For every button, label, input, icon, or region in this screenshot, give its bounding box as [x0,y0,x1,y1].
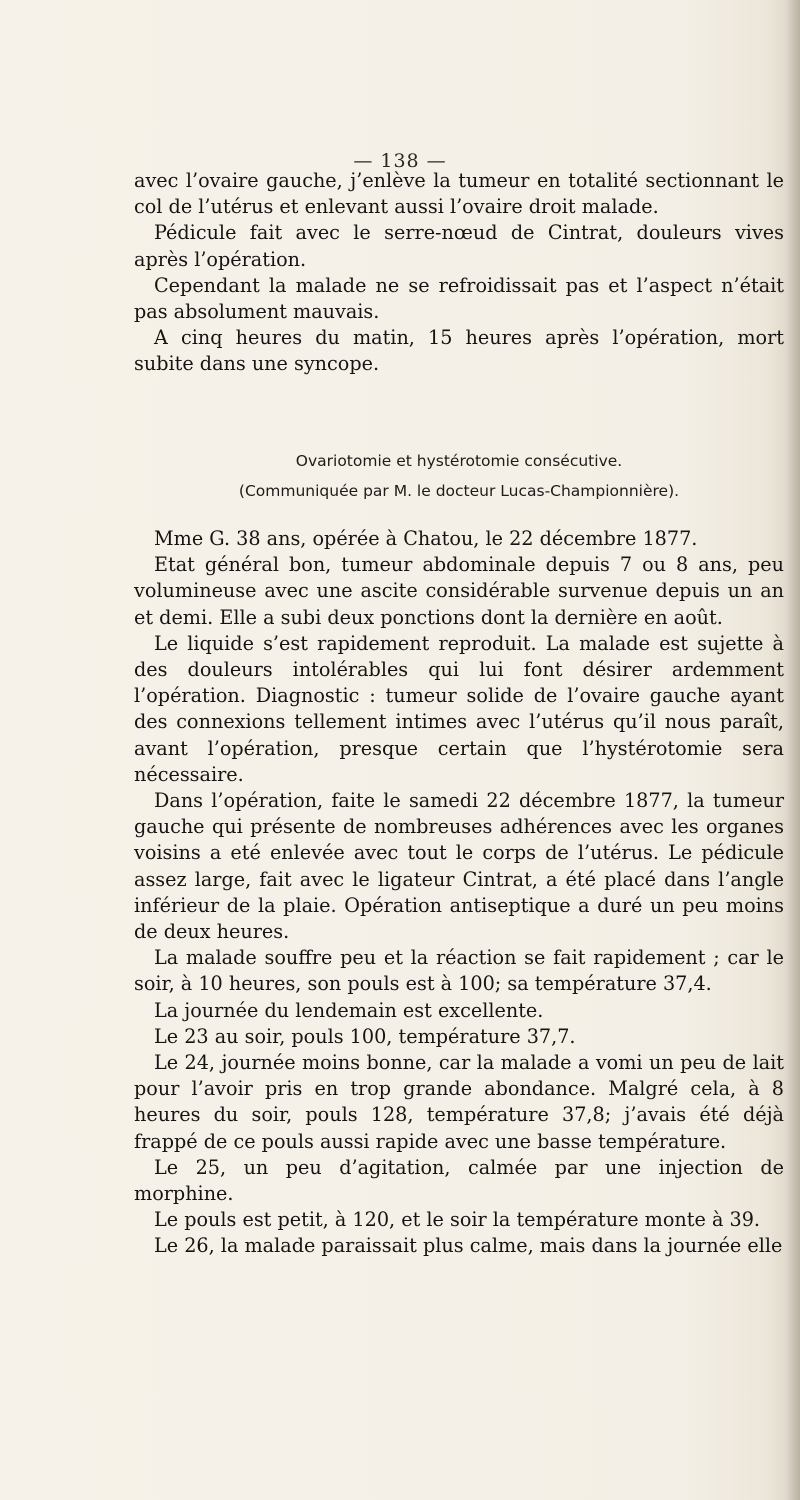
paragraph: Le 24, journée moins bonne, car la malade a vomi un peu de lait pour l’avoir pris en trop grande abondance. Malgré cela, à 8 heures du soir, pouls 128, température 37,8; j’avais été déjà frappé de ce pouls aussi rapide avec une basse température. [134,1051,784,1153]
text-block-case [134,526,784,1260]
paragraph: Mme G. 38 ans, opérée à Chatou, le 22 décembre 1877. [154,527,698,550]
section-title: Ovariotomie et hystérotomie consécutive. [295,452,623,470]
paragraph: Le 26, la malade paraissait plus calme, mais dans la journée elle [154,1234,783,1258]
paragraph: Pédicule fait avec le serre-nœud de Cintrat, douleurs vives après l’opération. [134,221,784,271]
paragraph: Le 25, un peu d’agitation, calmée par une injection de morphine. [134,1155,784,1206]
page-number: — 138 — [353,150,447,172]
paragraph: Dans l’opération, faite le samedi 22 décembre 1877, la tumeur gauche qui présente de nombreuses adhérences avec les organes voisins a eté enlevée avec tout le corps de l’utérus. Le pédicule assez large, fait avec le ligateur Cintrat, a été placé dans l’angle inférieur de la plaie. Opération antiseptique a duré un peu moins de deux heures. [134,789,784,944]
paragraph: Etat général bon, tumeur abdominale depuis 7 ou 8 ans, peu volumineuse avec une ascite considérable survenue depuis un an et demi. Elle a subi deux ponctions dont la dernière en août. [134,553,784,629]
paragraph: Le pouls est petit, à 120, et le soir la température monte à 39. [154,1208,760,1232]
paragraph: Cependant la malade ne se refroidissait pas et l’aspect n’était pas absolument mauvais. [134,273,784,324]
section-subtitle: (Communiquée par M. le docteur Lucas-Championnière). [238,482,680,500]
paragraph: Le 23 au soir, pouls 100, température 37,7. [154,1024,576,1048]
paragraph: Le liquide s’est rapidement reproduit. La malade est sujette à des douleurs intolérables qui lui font désirer ardemment l’opération. Diagnostic : tumeur solide de l’ovaire gauche ayant des connexions tellement intimes avec l’utérus qu’il nous paraît, avant l’opération, presque certain que l’hystérotomie sera nécessaire. [134,631,784,786]
paragraph: La malade souffre peu et la réaction se fait rapidement ; car le soir, à 10 heures, son pouls est à 100; sa température 37,4. [134,946,784,996]
page-edge-shadow [786,0,800,1500]
text-block-top [134,168,784,378]
paragraph: A cinq heures du matin, 15 heures après l’opération, mort subite dans une syncope. [134,326,784,376]
paragraph: avec l’ovaire gauche, j’enlève la tumeur en totalité sectionnant le col de l’utérus et enlevant aussi l’ovaire droit malade. [134,169,784,219]
paragraph: La journée du lendemain est excellente. [154,998,544,1022]
